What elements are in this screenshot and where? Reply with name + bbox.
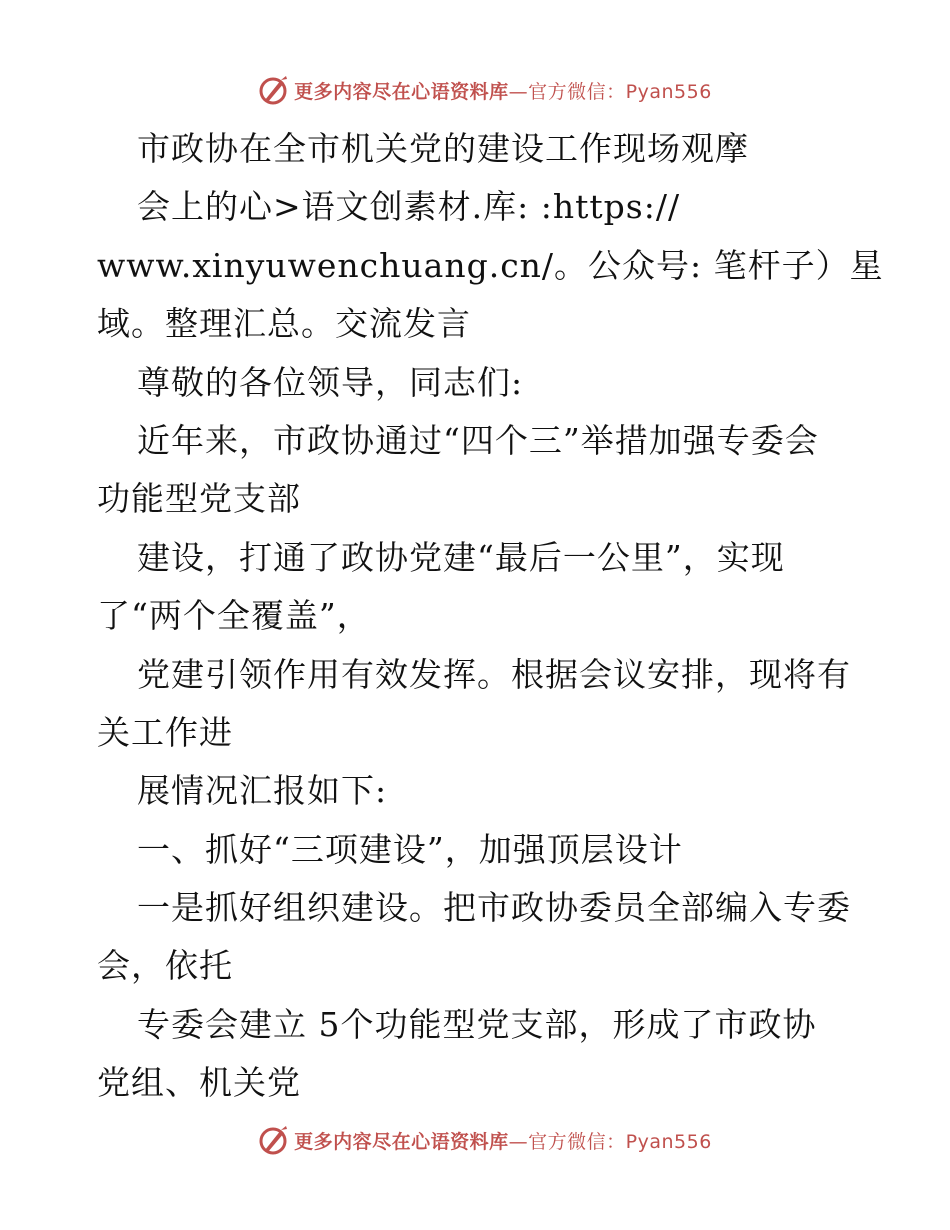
document-body	[97, 120, 884, 1113]
watermark-title: 更多内容尽在心语资料库	[294, 80, 509, 103]
watermark-contact: 官方微信：Pyan556	[528, 80, 712, 103]
text-line: 域。整理汇总。交流发言	[97, 304, 471, 344]
footer-watermark	[0, 1120, 950, 1160]
text-line: 近年来，市政协通过“四个三”举措加强专委会	[137, 420, 819, 460]
header-watermark	[0, 70, 950, 110]
quill-pen-circle-icon	[256, 73, 290, 107]
quill-pen-circle-icon	[256, 1123, 290, 1157]
text-line: 建设，打通了政协党建“最后一公里”，实现	[137, 537, 785, 577]
text-line: 党建引领作用有效发挥。根据会议安排，现将有	[137, 654, 851, 694]
text-line: 会上的心>语文创素材.库: :https://	[137, 187, 681, 227]
text-line: 展情况汇报如下:	[137, 771, 388, 811]
section-heading: 一、抓好“三项建设”，加强顶层设计	[137, 829, 683, 869]
text-line: 功能型党支部	[97, 479, 301, 519]
text-line: 专委会建立 5个功能型党支部，形成了市政协	[137, 1004, 817, 1044]
watermark-group	[256, 73, 712, 107]
watermark-dash: —	[508, 1130, 529, 1153]
text-line: 市政协在全市机关党的建设工作现场观摩	[137, 129, 749, 168]
text-line: 党组、机关党	[97, 1063, 301, 1103]
text-line: 关工作进	[97, 712, 233, 752]
text-line: www.xinyuwenchuang.cn/。公众号: 笔杆子）星	[97, 245, 884, 285]
text-line: 会，依托	[97, 946, 233, 986]
watermark-group	[256, 1123, 712, 1157]
text-line: 了“两个全覆盖”，	[97, 596, 371, 636]
text-line: 尊敬的各位领导，同志们:	[137, 362, 524, 402]
watermark-dash: —	[508, 80, 529, 103]
text-line: 一是抓好组织建设。把市政协委员全部编入专委	[137, 888, 851, 928]
watermark-title: 更多内容尽在心语资料库	[294, 1130, 509, 1153]
watermark-contact: 官方微信：Pyan556	[528, 1130, 712, 1153]
